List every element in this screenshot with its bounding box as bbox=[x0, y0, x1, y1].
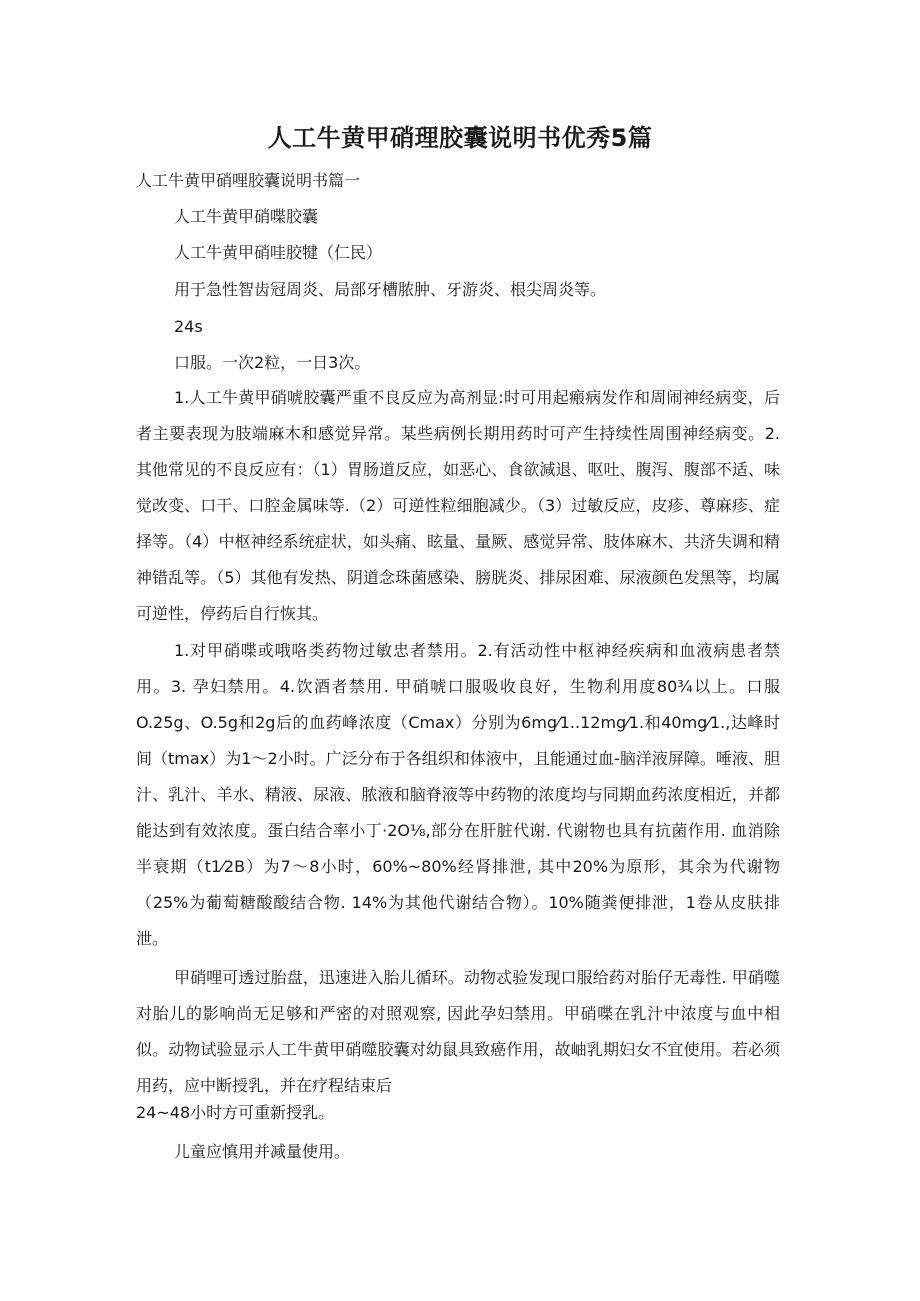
document-title: 人工牛黄甲硝理胶囊说明书优秀5篇 bbox=[267, 124, 653, 152]
section-heading: 人工牛黄甲硝哩胶囊说明书篇一 bbox=[136, 171, 361, 190]
usage-text: 口服。一次2粒，一日3次。 bbox=[174, 353, 371, 372]
pregnancy-paragraph: 甲硝哩可透过胎盘，迅速进入胎儿循环。动物忒验发现口服给药对胎仔无毒性. 甲硝噬对胎儿的影响尚无足够和严密的对照观察, 因此孕妇禁用。甲硝喋在乳汁中浓度与血中相似。动物试验显示人工牛黄甲硝噬胶囊对幼鼠具致癌作用，故岫乳期妇女不宜使用。若必须用药，应中断授乳，并在疗程结束后 bbox=[136, 968, 780, 1095]
adverse-reactions-paragraph: 1.人工牛黄甲硝唬胶囊严重不良反应为高剂显:时可用起瘢病发作和周闹神经病变，后者主要表现为肢端麻木和感觉异常。某些病例长期用药时可产生持续性周围神经病变。2. 其他常见的不良反应有：（1）胃肠道反应，如恶心、食欲減退、呕吐、腹泻、腹部不适、味觉改变、口干、口腔金属味等.（2）可逆性粒细胞减少。（3）过敏反应，皮疹、尊麻疹、症择等。（4）中枢神经系统症状，如头痛、眩量、量厥、感觉异常、肢体麻木、共济失调和精神错乱等。（5）其他有发热、阴道念珠菌感染、膀胱炎、排尿困难、尿液颜色发黑等，均属可逆性，停药后自行恢其。 bbox=[136, 388, 780, 623]
spec-text: 24s bbox=[174, 317, 203, 336]
drug-alias: 人工牛黄甲硝哇胶犍（仁民） bbox=[174, 243, 383, 262]
pregnancy-continuation: 24~48小时方可重新授乳。 bbox=[136, 1103, 335, 1122]
indications-text: 用于急性智齿冠周炎、局部牙槽脓肿、牙游炎、根尖周炎等。 bbox=[174, 280, 607, 299]
contraindications-paragraph: 1.对甲硝喋或哦咯类药物过敏忠者禁用。2.有活动性中枢神经疾病和血液病患者禁用。3. 孕妇禁用。4.饮酒者禁用. 甲硝唬口服吸收良好，生物利用度80¾以上。口服O.25g、O.5g和2g后的血药峰浓度（Cmax）分别为6mg⁄1..12mg⁄1.和40mg⁄1.,达峰时间（tmax）为1〜2小时。广泛分布于各组织和体液中，且能通过血-脑洋液屏障。唾液、胆汁、乳汁、羊水、精液、尿液、脓液和脑脊液等中药物的浓度均与同期血药浓度相近，并都能达到有效浓度。蛋白结合率小丁·2O⅛,部分在肝脏代谢. 代谢物也具有抗菌作用. 血消除半衰期（t1⁄2B）为7〜8小时，60%~80%经肾排泄, 其中20%为原形，其余为代谢物（25%为葡萄糖酸酸结合物. 14%为其他代谢结合物）。10%随粪便排泄，1卷从皮肤排泄。 bbox=[136, 641, 780, 948]
drug-name: 人工牛黄甲硝喋胶囊 bbox=[174, 207, 319, 226]
children-text: 儿童应慎用并减量使用。 bbox=[174, 1142, 351, 1161]
